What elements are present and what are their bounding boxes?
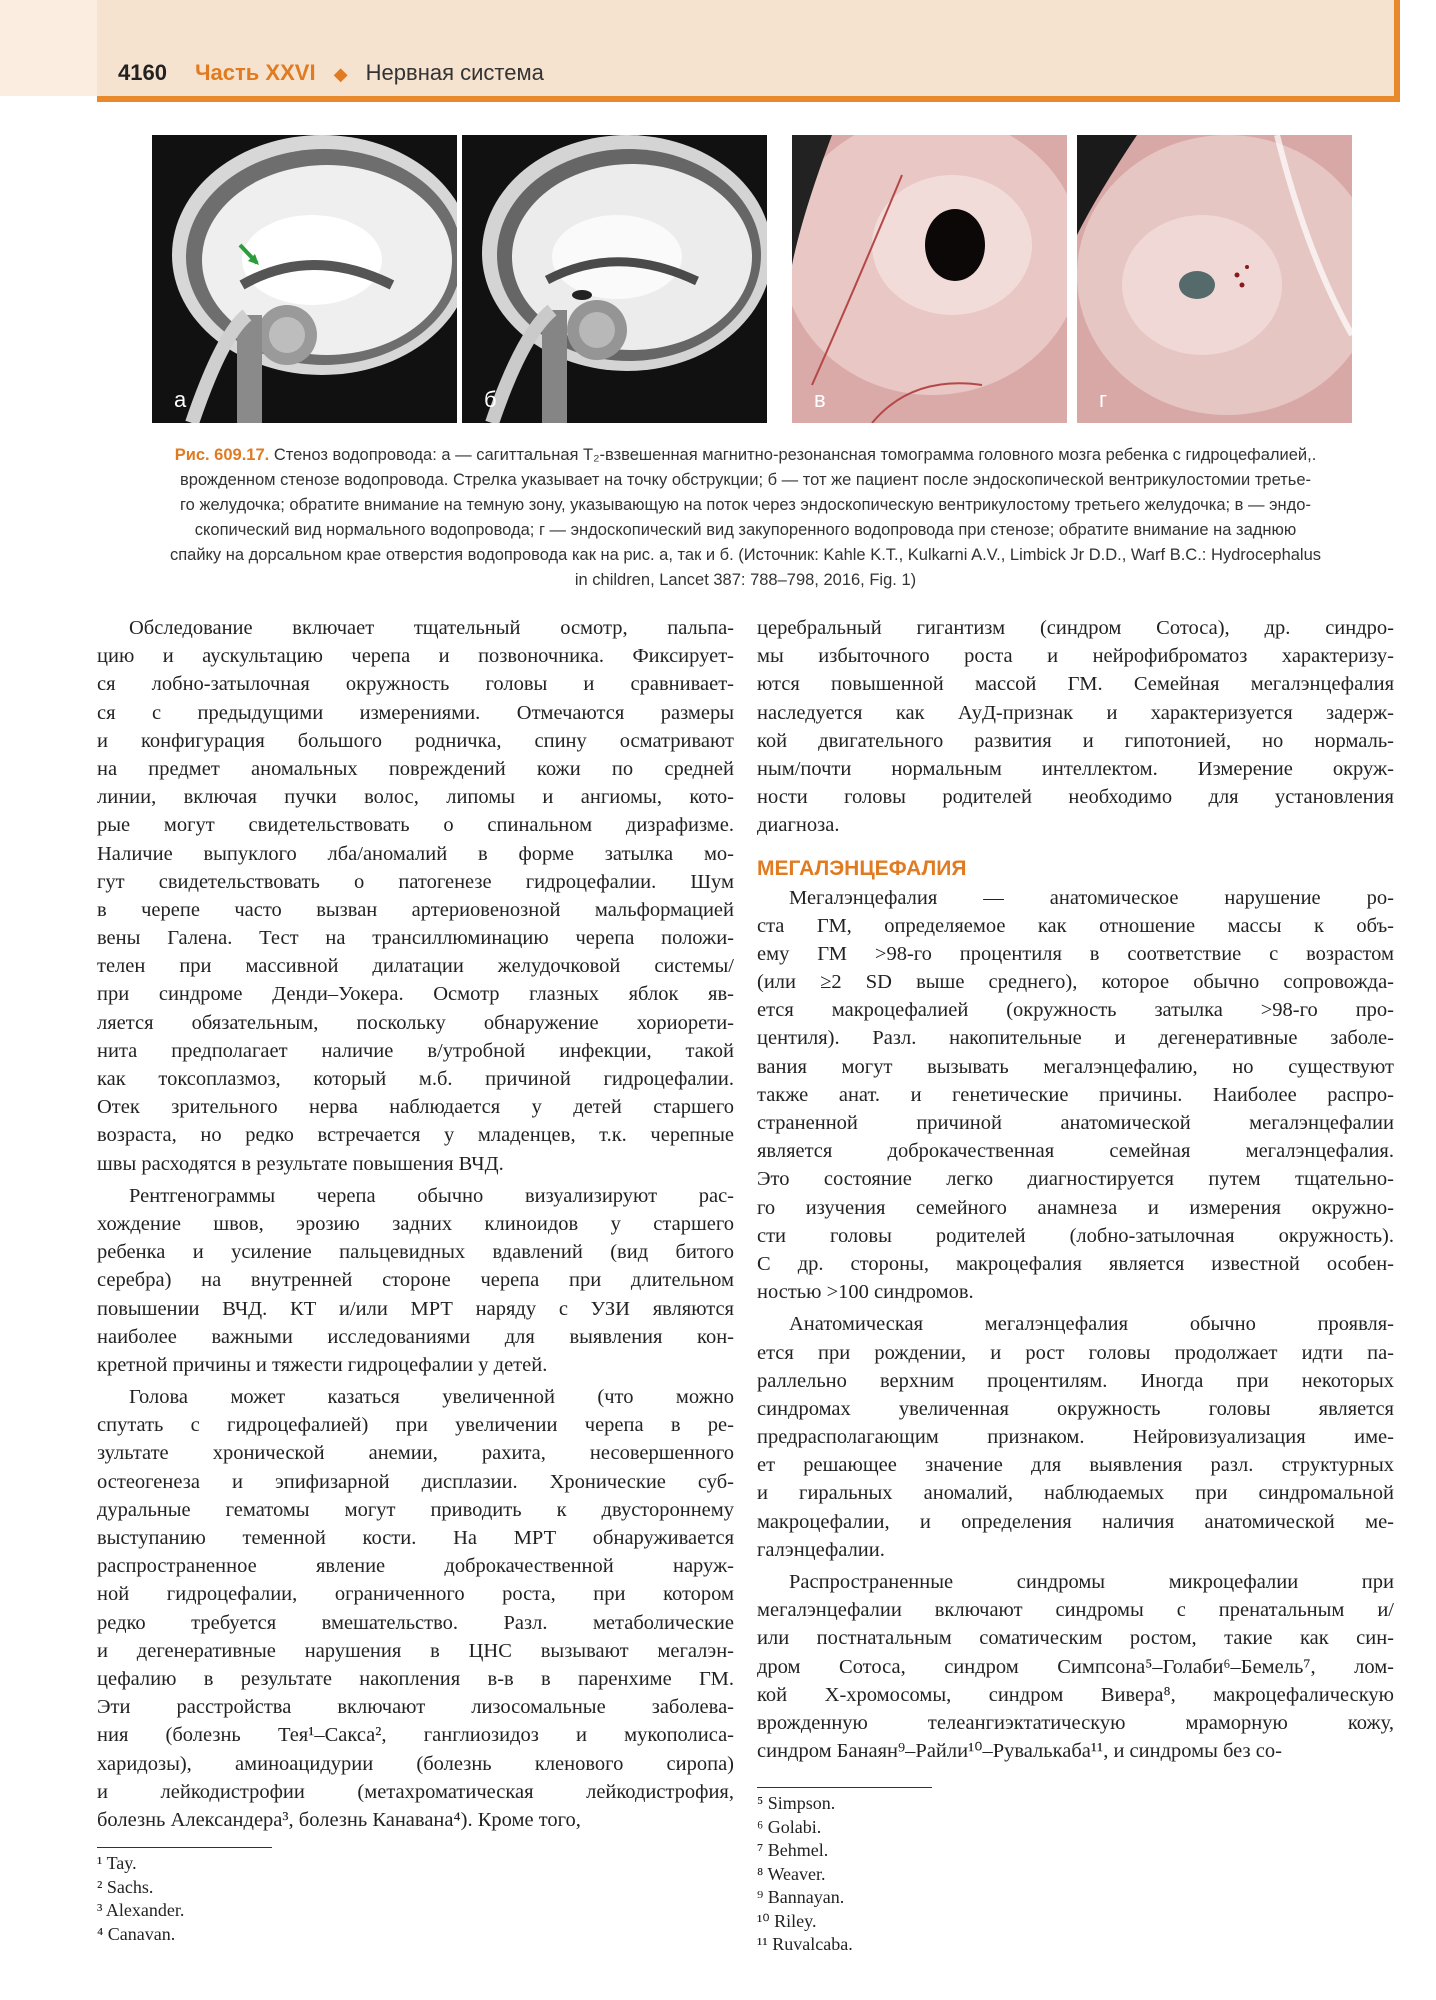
text-line: ным/почти нормальным интеллектом. Измерение окруж- [757, 757, 1394, 780]
figure-label-c: в [814, 387, 826, 412]
text-line: как токсоплазмоз, который м.б. причиной гидроцефалии. [97, 1068, 734, 1090]
text-line: центиля). Разл. накопительные и дегенеративные заболе- [757, 1027, 1394, 1050]
page-header [118, 60, 544, 86]
text-line: мы избыточного роста и нейрофиброматоз характеризу- [757, 645, 1394, 668]
text-line: выступанию теменной кости. На МРТ обнаруживается [97, 1527, 734, 1549]
text-line: повышении ВЧД. КТ и/или МРТ наряду с УЗИ являются [97, 1297, 734, 1320]
text-line: Голова может казаться увеличенной (что можно [129, 1386, 734, 1409]
figure-panel-a [152, 135, 457, 423]
paragraph [757, 884, 1394, 1307]
text-line: сти головы родителей (лобно-затылочная окружность). [757, 1224, 1394, 1247]
left-footnotes [97, 1852, 184, 1946]
caption-line: in children, Lancet 387: 788–798, 2016, Fig. 1) [574, 571, 917, 589]
right-column [757, 614, 1394, 1765]
text-line: галэнцефалии. [757, 1538, 885, 1561]
paragraph [97, 1383, 734, 1834]
footnote: ¹ Tay. [97, 1853, 137, 1873]
text-line: синдром Банаян⁹–Райли¹⁰–Рувалькаба¹¹, и синдромы без со- [757, 1740, 1282, 1763]
text-line: диагноза. [757, 814, 840, 837]
text-line: спутать с гидроцефалией) при увеличении черепа в ре- [97, 1414, 734, 1437]
endoscopic-stenosis-image [1077, 135, 1352, 423]
page-header-bar [97, 0, 1400, 102]
text-line: и дегенеративные нарушения в ЦНС вызывают мегалэн- [97, 1639, 734, 1662]
part-label: Часть XXVI [195, 60, 316, 85]
footnote-rule [757, 1787, 932, 1788]
footnote: ⁹ Bannayan. [757, 1887, 845, 1907]
text-line: при синдроме Денди–Уокера. Осмотр глазных яблок яв- [97, 983, 734, 1006]
footnote: ² Sachs. [97, 1876, 154, 1897]
header-margin [0, 0, 97, 96]
text-line: серебра) на внутренней стороне черепа при длительном [97, 1269, 734, 1292]
footnote: ¹¹ Ruvalcaba. [757, 1934, 853, 1954]
footnote-rule [97, 1847, 272, 1848]
text-line: дром Сотоса, синдром Симпсона⁵–Голаби⁶–Бемель⁷, лом- [757, 1655, 1394, 1678]
text-line: кретной причины и тяжести гидроцефалии у детей. [97, 1353, 548, 1376]
text-line: редко требуется вмешательство. Разл. метаболические [97, 1611, 734, 1634]
text-line: синдромах увеличенная окружность головы является [757, 1397, 1394, 1420]
text-line: распространенное явление доброкачественной наруж- [97, 1555, 734, 1578]
footnote: ⁶ Golabi. [757, 1816, 822, 1837]
text-line: ной гидроцефалии, ограниченного роста, при котором [97, 1583, 734, 1606]
section-heading: МЕГАЛЭНЦЕФАЛИЯ [757, 856, 967, 880]
text-line: Эти расстройства включают лизосомальные заболева- [97, 1696, 734, 1719]
text-line: Мегалэнцефалия — анатомическое нарушение ро- [789, 886, 1394, 909]
text-line: Распространенные синдромы микроцефалии при [789, 1571, 1394, 1593]
text-line: также анат. и генетические причины. Наиболее распро- [757, 1083, 1394, 1106]
figure-label-d: г [1099, 387, 1108, 412]
paragraph [757, 1568, 1394, 1765]
text-line: ется макроцефалией (окружность затылка >98-го про- [757, 999, 1394, 1022]
text-line: является доброкачественная семейная мегалэнцефалия. [757, 1140, 1394, 1163]
endoscopic-normal-image [792, 135, 1067, 423]
text-line: ется при рождении, и рост головы продолжает идти па- [757, 1341, 1394, 1364]
text-line: (или ≥2 SD выше среднего), которое обычно сопровожда- [757, 971, 1394, 994]
text-line: Рентгенограммы черепа обычно визуализируют рас- [129, 1184, 734, 1207]
text-line: ся с предыдущими измерениями. Отмечаются размеры [97, 701, 734, 724]
text-line: ет решающее значение для выявления разл. структурных [757, 1454, 1394, 1477]
text-line: ребенка и усиление пальцевидных вдавлений (вид битого [97, 1241, 734, 1264]
text-line: Это состояние легко диагностируется путем тщательно- [757, 1168, 1394, 1191]
footnote: ³ Alexander. [97, 1900, 185, 1920]
figure-label-a: а [174, 387, 187, 412]
text-line: ности головы родителей необходимо для установления [757, 786, 1394, 809]
text-line: телен при массивной дилатации желудочковой системы/ [97, 955, 734, 978]
text-line: швы расходятся в результате повышения ВЧД. [97, 1152, 504, 1175]
text-line: раллельно верхним процентилям. Иногда при некоторых [757, 1369, 1394, 1392]
text-line: и лейкодистрофии (метахроматическая лейкодистрофия, [97, 1780, 734, 1803]
text-line: наследуется как АуД-признак и характеризуется задерж- [757, 701, 1394, 724]
text-line: зультате хронической анемии, рахита, несовершенного [97, 1442, 734, 1465]
text-line: линии, включая пучки волос, липомы и ангиомы, кото- [97, 786, 734, 809]
figure-label-b: б [484, 387, 497, 412]
diamond-icon: ◆ [333, 64, 348, 84]
caption-line: го желудочка; обратите внимание на темную зону, указывающую на поток через эндоскопическую вентрикулостому третьего желудочка; в — эндо- [180, 496, 1311, 514]
text-line: цию и аускультацию черепа и позвоночника. Фиксирует- [97, 645, 734, 668]
figure-panel-c [792, 135, 1067, 423]
figure-panel-b [462, 135, 767, 423]
text-line: ния (болезнь Тея¹–Сакса², ганглиозидоз и мукополиса- [97, 1724, 734, 1747]
section-title: Нервная система [365, 60, 544, 85]
paragraph [97, 614, 734, 1178]
text-line: церебральный гигантизм (синдром Сотоса), др. синдро- [757, 617, 1394, 639]
text-line: ему ГМ >98-го процентиля в соответствие с возрастом [757, 942, 1394, 965]
text-line: вены Галена. Тест на трансиллюминацию черепа положи- [97, 927, 734, 950]
footnote: ⁸ Weaver. [757, 1863, 826, 1884]
text-line: макроцефалии, и определения наличия анатомической ме- [757, 1510, 1394, 1533]
left-column [97, 614, 734, 1834]
paragraph [757, 1310, 1394, 1564]
text-line: цефалию в результате накопления в-в в паренхиме ГМ. [97, 1667, 734, 1690]
caption-line: Рис. 609.17. Стеноз водопровода: а — сагиттальная T₂-взвешенная магнитно-резонансная томограмма головного мозга ребенка с гидроцефалией,. [174, 446, 1317, 464]
caption-line: спайку на дорсальном крае отверстия водопровода как на рис. а, так и б. (Источник: Kahle K.T., Kulkarni A.V., Limbick Jr D.D., Warf B.C.: Hydrocephalus [169, 546, 1322, 564]
figure-caption [97, 443, 1394, 593]
paragraph [97, 1182, 734, 1379]
text-line: и гиральных аномалий, наблюдаемых при синдромальной [757, 1482, 1394, 1505]
text-line: врожденную телеангиэктатическую мраморную кожу, [757, 1711, 1394, 1734]
text-line: или постнатальным соматическим ростом, такие как син- [757, 1627, 1394, 1650]
text-line: ляется обязательным, поскольку обнаружение хориорети- [97, 1011, 734, 1034]
text-line: мегалэнцефалии включают синдромы с пренатальным и/ [757, 1599, 1394, 1622]
text-line: ностью >100 синдромов. [757, 1281, 974, 1304]
footnote: ⁵ Simpson. [757, 1793, 836, 1813]
figure-number: Рис. 609.17. [174, 446, 270, 464]
text-line: ся лобно-затылочная окружность головы и сравнивает- [97, 673, 734, 696]
text-line: кой двигательного развития и гипотонией, но нормаль- [757, 729, 1394, 752]
text-line: Анатомическая мегалэнцефалия обычно проявля- [789, 1313, 1394, 1336]
text-line: кой Х-хромосомы, синдром Вивера⁸, макроцефалическую [757, 1683, 1394, 1706]
page-number: 4160 [118, 60, 167, 85]
footnote: ⁷ Behmel. [757, 1840, 829, 1860]
text-line: и конфигурация большого родничка, спину осматривают [97, 729, 734, 752]
footnote: ⁴ Canavan. [97, 1923, 176, 1944]
text-line: рые могут свидетельствовать о спинальном дизрафизме. [97, 814, 734, 837]
text-line: остеогенеза и эпифизарной дисплазии. Хронические суб- [97, 1470, 734, 1493]
text-line: ста ГМ, определяемое как отношение массы к объ- [757, 914, 1394, 937]
text-line: возраста, но редко встречается у младенцев, т.к. черепные [97, 1124, 734, 1147]
mri-sagittal-image [152, 135, 457, 423]
text-line: Наличие выпуклого лба/аномалий в форме затылка мо- [97, 842, 734, 865]
text-line: Отек зрительного нерва наблюдается у детей старшего [97, 1096, 734, 1119]
text-line: Обследование включает тщательный осмотр, пальпа- [129, 617, 734, 639]
text-line: ются повышенной массой ГМ. Семейная мегалэнцефалия [757, 673, 1394, 696]
text-line: вания могут вызывать мегалэнцефалию, но существуют [757, 1055, 1394, 1078]
text-line: харидозы), аминоацидурии (болезнь кленового сиропа) [97, 1752, 734, 1775]
caption-line: скопический вид нормального водопровода; г — эндоскопический вид закупоренного водопровода при стенозе; обратите внимание на заднюю [194, 521, 1297, 539]
text-line: страненной причиной анатомической мегалэнцефалии [757, 1112, 1394, 1134]
text-line: гут свидетельствовать о патогенезе гидроцефалии. Шум [97, 870, 734, 893]
text-line: дуральные гематомы могут приводить к двустороннему [97, 1498, 734, 1521]
mri-postop-image [462, 135, 767, 423]
text-line: в черепе часто вызван артериовенозной мальформацией [97, 898, 734, 921]
text-line: предрасполагающим признаком. Нейровизуализация име- [757, 1426, 1394, 1449]
figure-panel-d [1077, 135, 1352, 423]
right-footnotes [757, 1792, 853, 1957]
text-line: на предмет аномальных повреждений кожи по средней [97, 757, 734, 780]
footnote: ¹⁰ Riley. [757, 1910, 817, 1931]
text-line: С др. стороны, макроцефалия является известной особен- [757, 1252, 1394, 1275]
paragraph [757, 614, 1394, 840]
text-line: болезнь Александера³, болезнь Канавана⁴). Кроме того, [97, 1808, 581, 1831]
text-line: нита предполагает наличие в/утробной инфекции, такой [97, 1039, 734, 1062]
caption-line: врожденном стенозе водопровода. Стрелка указывает на точку обструкции; б — тот же пациент после эндоскопической вентрикулостомии третье- [179, 471, 1312, 489]
text-line: наиболее важными исследованиями для выявления кон- [97, 1325, 734, 1348]
text-line: хождение швов, эрозию задних клиноидов у старшего [97, 1212, 734, 1235]
text-line: го изучения семейного анамнеза и измерения окружно- [757, 1196, 1394, 1219]
